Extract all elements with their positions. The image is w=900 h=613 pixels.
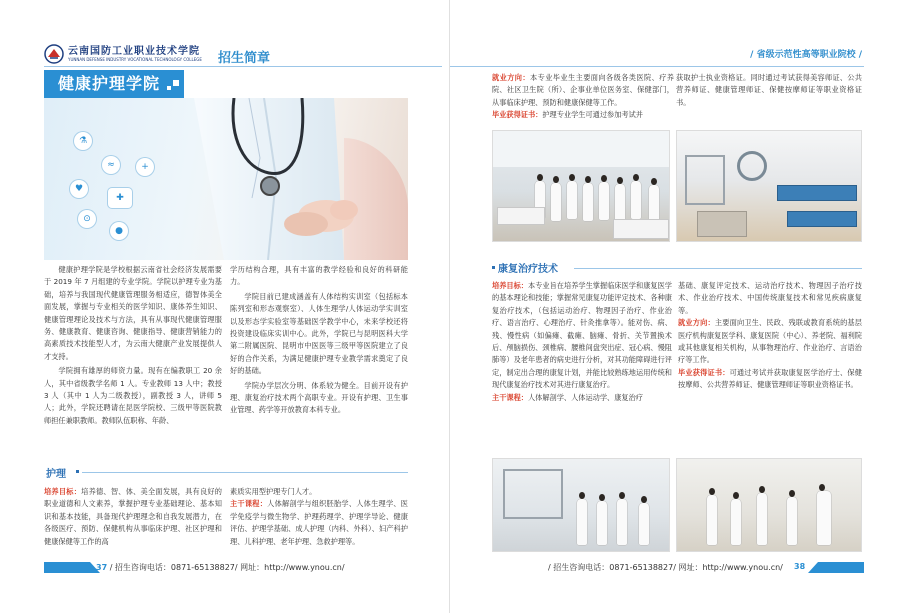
nursing-job-label: 就业方向： (492, 73, 530, 82)
header-divider-right (450, 66, 864, 67)
nursing-heading-rule (82, 472, 408, 473)
header-divider (44, 66, 442, 67)
heading-dot (492, 266, 495, 269)
nursing-heading: 护理 (46, 469, 66, 480)
nursing-column-2 (230, 486, 408, 548)
rehab-cert-label: 毕业获得证书： (678, 367, 730, 377)
photo-equipment (503, 469, 563, 519)
photo-ceiling (493, 131, 670, 167)
photo-student (599, 182, 609, 220)
nursing-goal-cont: 素质实用型护理专门人才。 (230, 487, 317, 496)
school-emblem-icon (44, 44, 64, 64)
footer-contact-left: / 招生咨询电话：0871-65138827/ 网址：http://www.ynou.cn/ (109, 563, 345, 572)
rehab-column-1 (492, 280, 672, 404)
intro-paragraph-2: 学院拥有雄厚的师资力量。现有在编教职工 20 余人，其中省级教学名师 1 人。专业教师 13 人中；教授 3 人（其中 1 人为二级教授），副教授 3 人，讲师 5 人；此外，学院还聘请在昆医学院校、三级甲等医院教师担任兼职教师。教师队伍职称、年龄、 (44, 366, 222, 425)
photo-student (787, 497, 797, 545)
dna-icon: ≈ (102, 156, 120, 174)
doctor-patient-illustration (44, 98, 408, 260)
photo-student (583, 183, 593, 221)
nursing-courses-text: 人体解剖学与组织胚胎学、人体生理学、医学免疫学与微生物学、护理药理学、护理学导论、健康评估、护理学基础、成人护理（内科、外科）、妇产科护理、儿科护理、老年护理、急救护理等。 (230, 499, 408, 546)
footer-left (96, 562, 345, 573)
nursing-courses-label: 主干课程： (230, 499, 268, 509)
rehab-heading: 康复治疗技术 (498, 264, 558, 275)
photo-treatment-bed (777, 185, 857, 201)
photo-treatment-bed (787, 211, 857, 227)
photo-student (707, 495, 717, 545)
school-name-en: YUNNAN DEFENSE INDUSTRY VOCATIONAL TECHNOLOGY COLLEGE (68, 57, 202, 62)
rehab-equipment-photo (676, 130, 862, 242)
rehab-job-label: 就业方向： (678, 318, 715, 328)
rehab-courses-text: 人体解剖学、人体运动学、康复治疗 (527, 392, 643, 402)
brochure-title: 招生简章 (218, 51, 271, 66)
footer-right (548, 562, 783, 573)
photo-student (757, 493, 767, 545)
rehab-goal-text: 本专业旨在培养学生掌握临床医学和康复医学的基本理论和技能；掌握常见康复功能评定技术、各种康复治疗技术，（包括运动治疗、物理因子治疗、作业治疗、语言治疗、心理治疗、针灸推拿等）。能对伤、病、残、慢性病（如偏瘫、截瘫、脑瘫、骨折、关节置换术后、颅脑损伤、颈椎病、腰椎间盘突出症、冠心病、慢阻肺等）及老年患者的病史进行分析，对其功能障碍进行评定，制定出合理的康复计划，并能比较熟练地运用传统和现代康复治疗技术对其进行康复治疗。 (492, 281, 672, 390)
plus-icon: + (136, 158, 154, 176)
photo-student (597, 501, 607, 545)
nursing-cert-column (676, 72, 862, 109)
nursing-cert-text: 护理专业学生可通过参加考试并 (542, 110, 643, 120)
footer-contact-right: / 招生咨询电话：0871-65138827/ 网址：http://www.ynou.cn/ (548, 563, 783, 572)
intro-paragraph-4: 学院办学层次分明、体系较为健全。目前开设有护理、康复治疗技术两个高职专业。开设有护理、卫生事业管理、药学等开放教育本科专业。 (230, 380, 408, 415)
page-number-left: 37 (96, 563, 108, 572)
photo-equipment (737, 151, 767, 181)
photo-student (731, 499, 741, 545)
heading-dot (76, 470, 79, 473)
intro-column-1 (44, 264, 222, 429)
rehab-practice-photo (676, 458, 862, 552)
photo-bed (613, 219, 669, 239)
photo-student (617, 499, 627, 545)
nursing-goal-text: 培养德、智、体、美全面发展，具有良好的职业道德和人文素养，掌握护理专业基础理论、基本知识和基本技能，具备现代护理理念和自我发展潜力，在各级医疗、预防、保健机构从事临床护理、社区护理和健康保健等工作的高 (44, 487, 222, 546)
page-number-right-wrap (794, 562, 805, 571)
photo-student (649, 185, 659, 223)
rehab-cert-text: 可通过考试并获取康复医学治疗士、保健按摩师、公共营养师证、健康管理师证等职业资格证书。 (678, 367, 862, 390)
intro-column-2 (230, 264, 408, 419)
right-page (450, 0, 900, 613)
photo-student (577, 499, 587, 545)
rehab-courses-cont: 基础、康复评定技术、运动治疗技术、物理因子治疗技术、作业治疗技术、中国传统康复技术和常见疾病康复等。 (678, 281, 862, 315)
photo-student (639, 503, 649, 545)
school-logo (44, 44, 202, 64)
photo-student (567, 181, 577, 219)
photo-equipment (685, 155, 725, 205)
photo-equipment (697, 211, 747, 237)
stethoscope-icon: ⊙ (78, 210, 96, 228)
nursing-goal-label: 培养目标： (44, 487, 82, 496)
footer-page-tab-right (808, 562, 864, 573)
rehab-job-text: 主要面向卫生、民政、残联或教育系统的基层医疗机构康复医学科、康复医院（中心）、养老院、福利院或其他康复相关机构，从事物理治疗、作业治疗、言语治疗等工作。 (678, 318, 862, 365)
page-number-right: 38 (794, 562, 806, 571)
nursing-students-photo (492, 130, 670, 242)
footer-page-tab (44, 562, 100, 573)
first-aid-kit-icon: ✚ (108, 188, 132, 208)
microscope-icon: ⚗ (74, 132, 92, 150)
banner-decoration (167, 86, 171, 90)
photo-student (817, 491, 831, 545)
intro-paragraph-3: 学院目前已建成涵盖有人体结构实训室（包括标本陈列室和形态观察室）、人体生理学/人体运动学实训室以及形态学实验室等基础医学教学中心，未来学校还将投资建设临床实训中心。此外，学院已与昆明医科大学第二附属医院、昆明市中医医等三级甲等医院建立了良好的合作关系，为满足健康护理专业教学需求奠定了良好的基础。 (230, 291, 408, 376)
hero-image (44, 98, 408, 260)
rehab-column-2 (678, 280, 862, 392)
heartbeat-icon: ♥ (70, 180, 88, 198)
nursing-employment-column (492, 72, 674, 122)
photo-bed (497, 207, 545, 225)
rehab-training-photo (492, 458, 670, 552)
photo-student (615, 184, 625, 222)
nursing-cert-cont: 获取护士执业资格证。同时通过考试获得美容师证、公共营养师证、健康管理师证、保健按摩师证等职业资格证书。 (676, 73, 862, 107)
intro-paragraph-1: 健康护理学院是学校根据云南省社会经济发展需要于 2019 年 7 月组建的专业学院。学院以护理专业为基础，培养与我国现代健康管理服务相适应，德智体美全面发展，掌握与专业相关的医学知识、康体养生知识、健康管理理论及技术与方法，具有从事现代健康管理服务、健康教育、健康咨询、健康指导、健康营销能力的高素质技术技能型人才，为云南大健康产业发展提供人才支持。 (44, 265, 222, 361)
pill-icon: ● (110, 222, 128, 240)
section-title-banner: 健康护理学院 (44, 70, 184, 98)
nursing-column-1 (44, 486, 222, 548)
banner-decoration (173, 80, 179, 86)
photo-student (631, 181, 641, 219)
nursing-cert-label: 毕业获得证书： (492, 110, 543, 120)
intro-paragraph-2-cont: 学历结构合理，具有丰富的教学经验和良好的科研能力。 (230, 265, 408, 287)
school-name-cn: 云南国防工业职业技术学院 (68, 46, 200, 57)
nursing-job-text: 本专业毕业生主要面向各级各类医院、疗养院、社区卫生院（所）、企事业单位医务室、保健部门，从事临床护理、预防和健康保健等工作。 (492, 73, 674, 107)
rehab-goal-label: 培养目标： (492, 281, 528, 290)
rehab-heading-rule (574, 268, 862, 269)
photo-student (551, 183, 561, 221)
college-tagline: / 省级示范性高等职业院校 / (750, 50, 862, 60)
rehab-courses-label: 主干课程： (492, 392, 528, 402)
